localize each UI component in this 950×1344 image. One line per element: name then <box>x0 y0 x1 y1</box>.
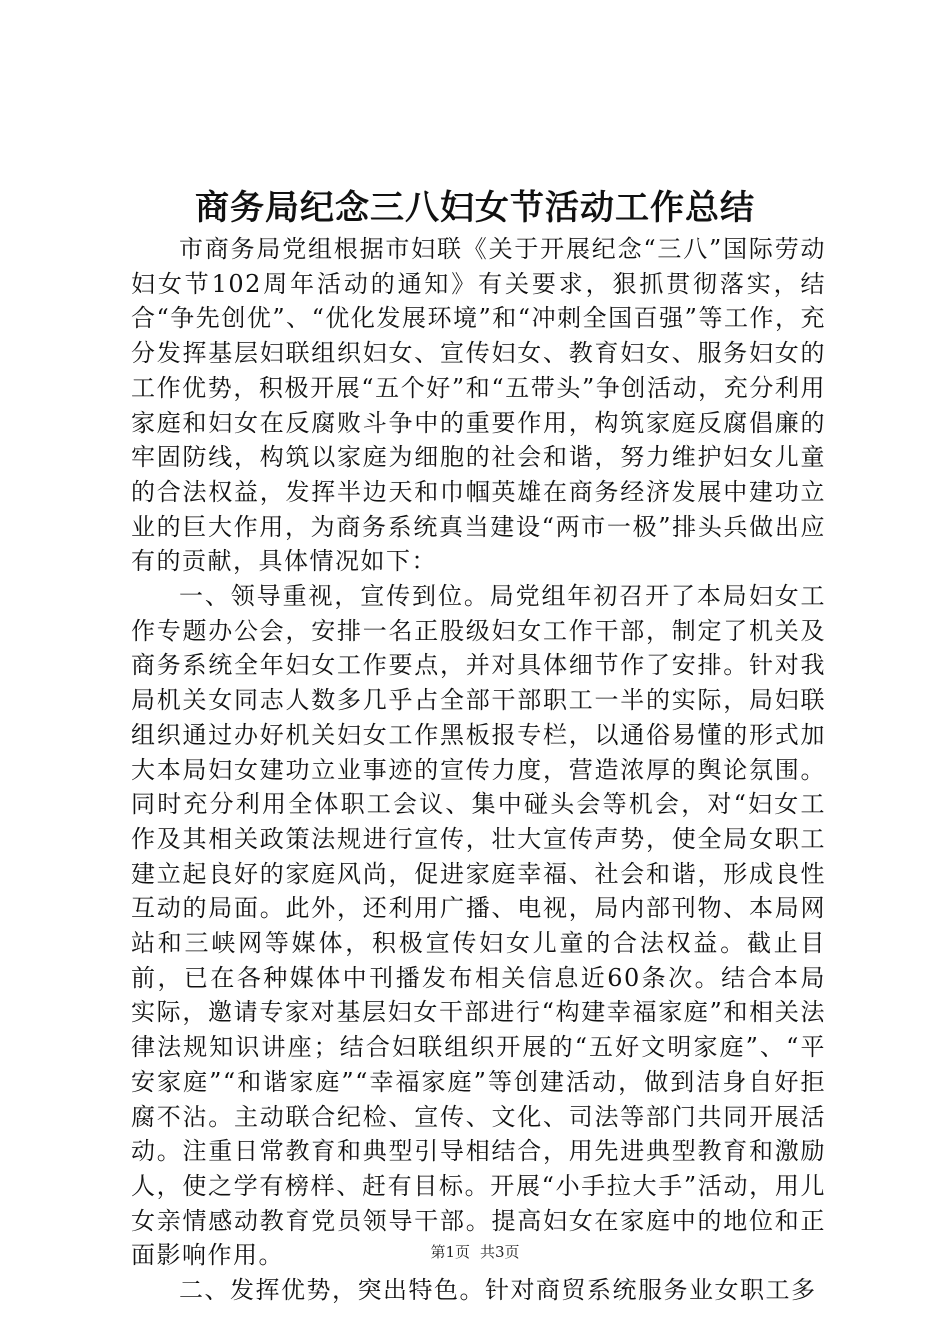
paragraph-section-2: 二、发挥优势，突出特色。针对商贸系统服务业女职工多 <box>179 1276 817 1305</box>
page-number: 第1页 <box>430 1243 470 1261</box>
paragraph-section-1: 一、领导重视，宣传到位。局党组年初召开了本局妇女工作专题办公会，安排一名正股级妇女工作干部，制定了机关及商务系统全年妇女工作要点，并对具体细节作了安排。针对我局机关女同志人数多几乎占全部干部职工一半的实际，局妇联组织通过办好机关妇女工作黑板报专栏，以通俗易懂的形式加大本局妇女建功立业事迹的宣传力度，营造浓厚的舆论氛围。同时充分利用全体职工会议、集中碰头会等机会，对“妇女工作及其相关政策法规进行宣传，壮大宣传声势，使全局女职工建立起良好的家庭风尚，促进家庭幸福、社会和谐，形成良性互动的局面。此外，还利用广播、电视，局内部刊物、本局网站和三峡网等媒体，积极宣传妇女儿童的合法权益。截止目前，已在各种媒体中刊播发布相关信息近60条次。结合本局实际，邀请专家对基层妇女干部进行“构建幸福家庭”和相关法律法规知识讲座；结合妇联组织开展的“五好文明家庭”、“平安家庭”“和谐家庭”“幸福家庭”等创建活动，做到洁身自好拒腐不沾。主动联合纪检、宣传、文化、司法等部门共同开展活动。注重日常教育和典型引导相结合，用先进典型教育和激励人，使之学有榜样、赶有目标。开展“小手拉大手”活动，用儿女亲情感动教育党员领导干部。提高妇女在家庭中的地位和正面影响作用。 <box>131 582 826 1270</box>
document-title: 商务局纪念三八妇女节活动工作总结 <box>195 188 755 228</box>
paragraph-intro: 市商务局党组根据市妇联《关于开展纪念“三八”国际劳动妇女节102周年活动的通知》有关要求，狠抓贯彻落实，结合“争先创优”、“优化发展环境”和“冲刺全国百强”等工作，充分发挥基层妇联组织妇女、宣传妇女、教育妇女、服务妇女的工作优势，积极开展“五个好”和“五带头”争创活动，充分利用家庭和妇女在反腐败斗争中的重要作用，构筑家庭反腐倡廉的牢固防线，构筑以家庭为细胞的社会和谐，努力维护妇女儿童的合法权益，发挥半边天和巾帼英雄在商务经济发展中建功立业的巨大作用，为商务系统真当建设“两市一极”排头兵做出应有的贡献，具体情况如下： <box>131 235 826 576</box>
page-footer <box>0 1241 950 1263</box>
document-body <box>131 232 826 1308</box>
page-total: 共3页 <box>480 1243 520 1261</box>
